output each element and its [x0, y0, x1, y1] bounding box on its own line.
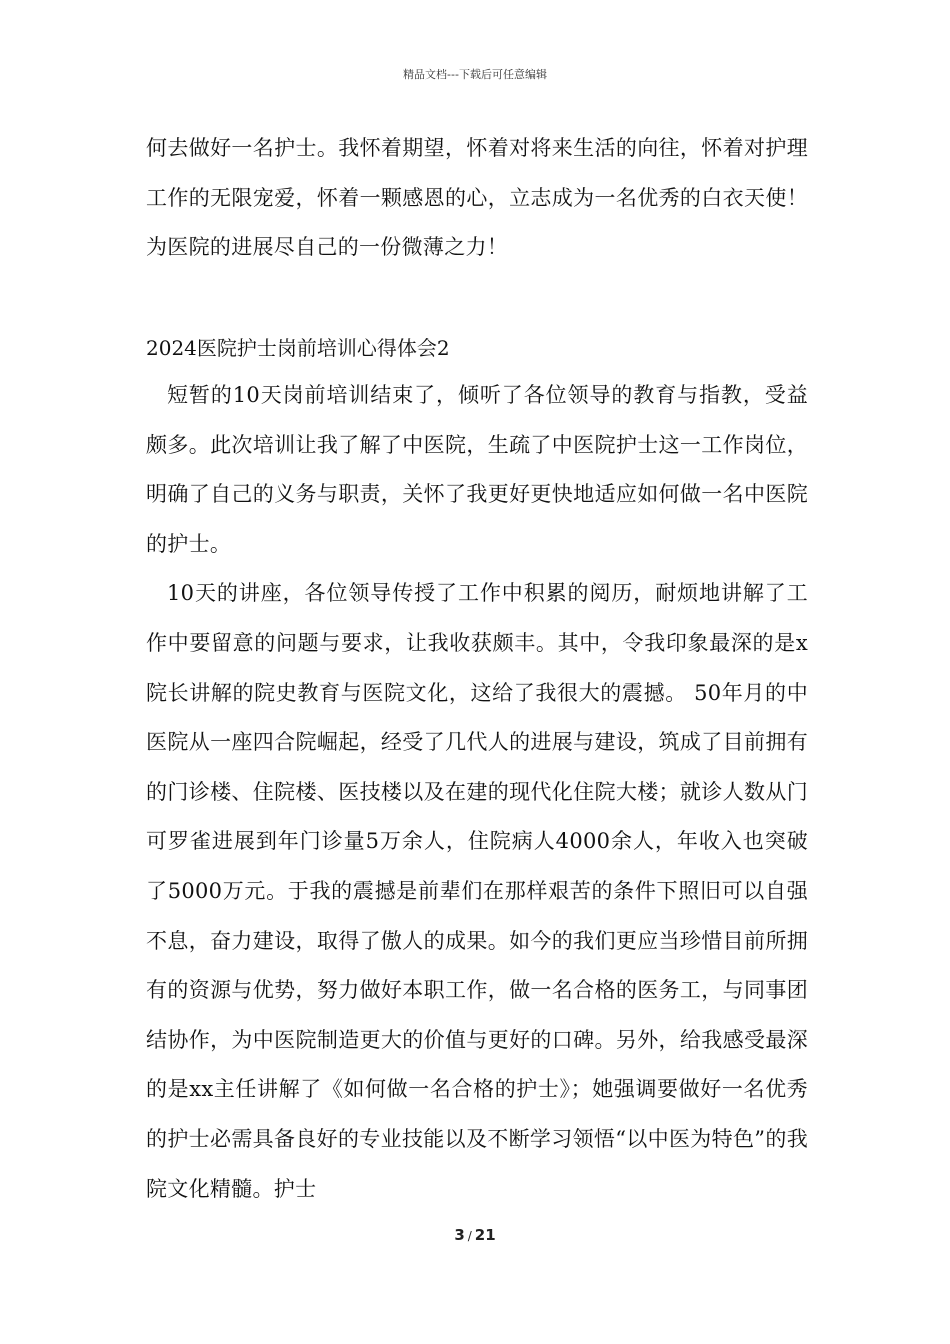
body-paragraph: 短暂的10天岗前培训结束了，倾听了各位领导的教育与指教，受益颇多。此次培训让我了解了中医院，生疏了中医院护士这一工作岗位，明确了自己的义务与职责，关怀了我更好更快地适应如何做一名中医院的护士。 — [146, 383, 808, 556]
page-header: 精品文档---下载后可任意编辑 — [403, 68, 547, 81]
body-paragraph: 10天的讲座，各位领导传授了工作中积累的阅历，耐烦地讲解了工作中要留意的问题与要求，让我收获颇丰。其中，令我印象最深的是x院长讲解的院史教育与医院文化，这给了我很大的震撼。 50年月的中医院从一座四合院崛起，经受了几代人的进展与建设，筑成了目前拥有的门诊楼、住院楼、医技楼以及在建的现代化住院大楼；就诊人数从门可罗雀进展到年门诊量5万余人，住院病人4000余人，年收入也突破了5000万元。于我的震撼是前辈们在那样艰苦的条件下照旧可以自强不息，奋力建设，取得了傲人的成果。如今的我们更应当珍惜目前所拥有的资源与优势，努力做好本职工作，做一名合格的医务工，与同事团结协作，为中医院制造更大的价值与更好的口碑。另外，给我感受最深的是xx主任讲解了《如何做一名合格的护士》；她强调要做好一名优秀的护士必需具备良好的专业技能以及不断学习领悟“以中医为特色”的我院文化精髓。护士 — [146, 581, 808, 1201]
continuation-section — [146, 124, 808, 273]
section-title: 2024医院护士岗前培训心得体会2 — [146, 336, 450, 360]
current-page-number: 3 — [454, 1226, 465, 1244]
page-separator: / — [467, 1229, 472, 1243]
total-pages: 21 — [474, 1226, 496, 1244]
continuation-paragraph: 何去做好一名护士。我怀着期望，怀着对将来生活的向往，怀着对护理工作的无限宠爱，怀着一颗感恩的心，立志成为一名优秀的白衣天使！为医院的进展尽自己的一份微薄之力！ — [146, 136, 808, 260]
section-body — [146, 371, 808, 1214]
page-number — [0, 1226, 950, 1244]
